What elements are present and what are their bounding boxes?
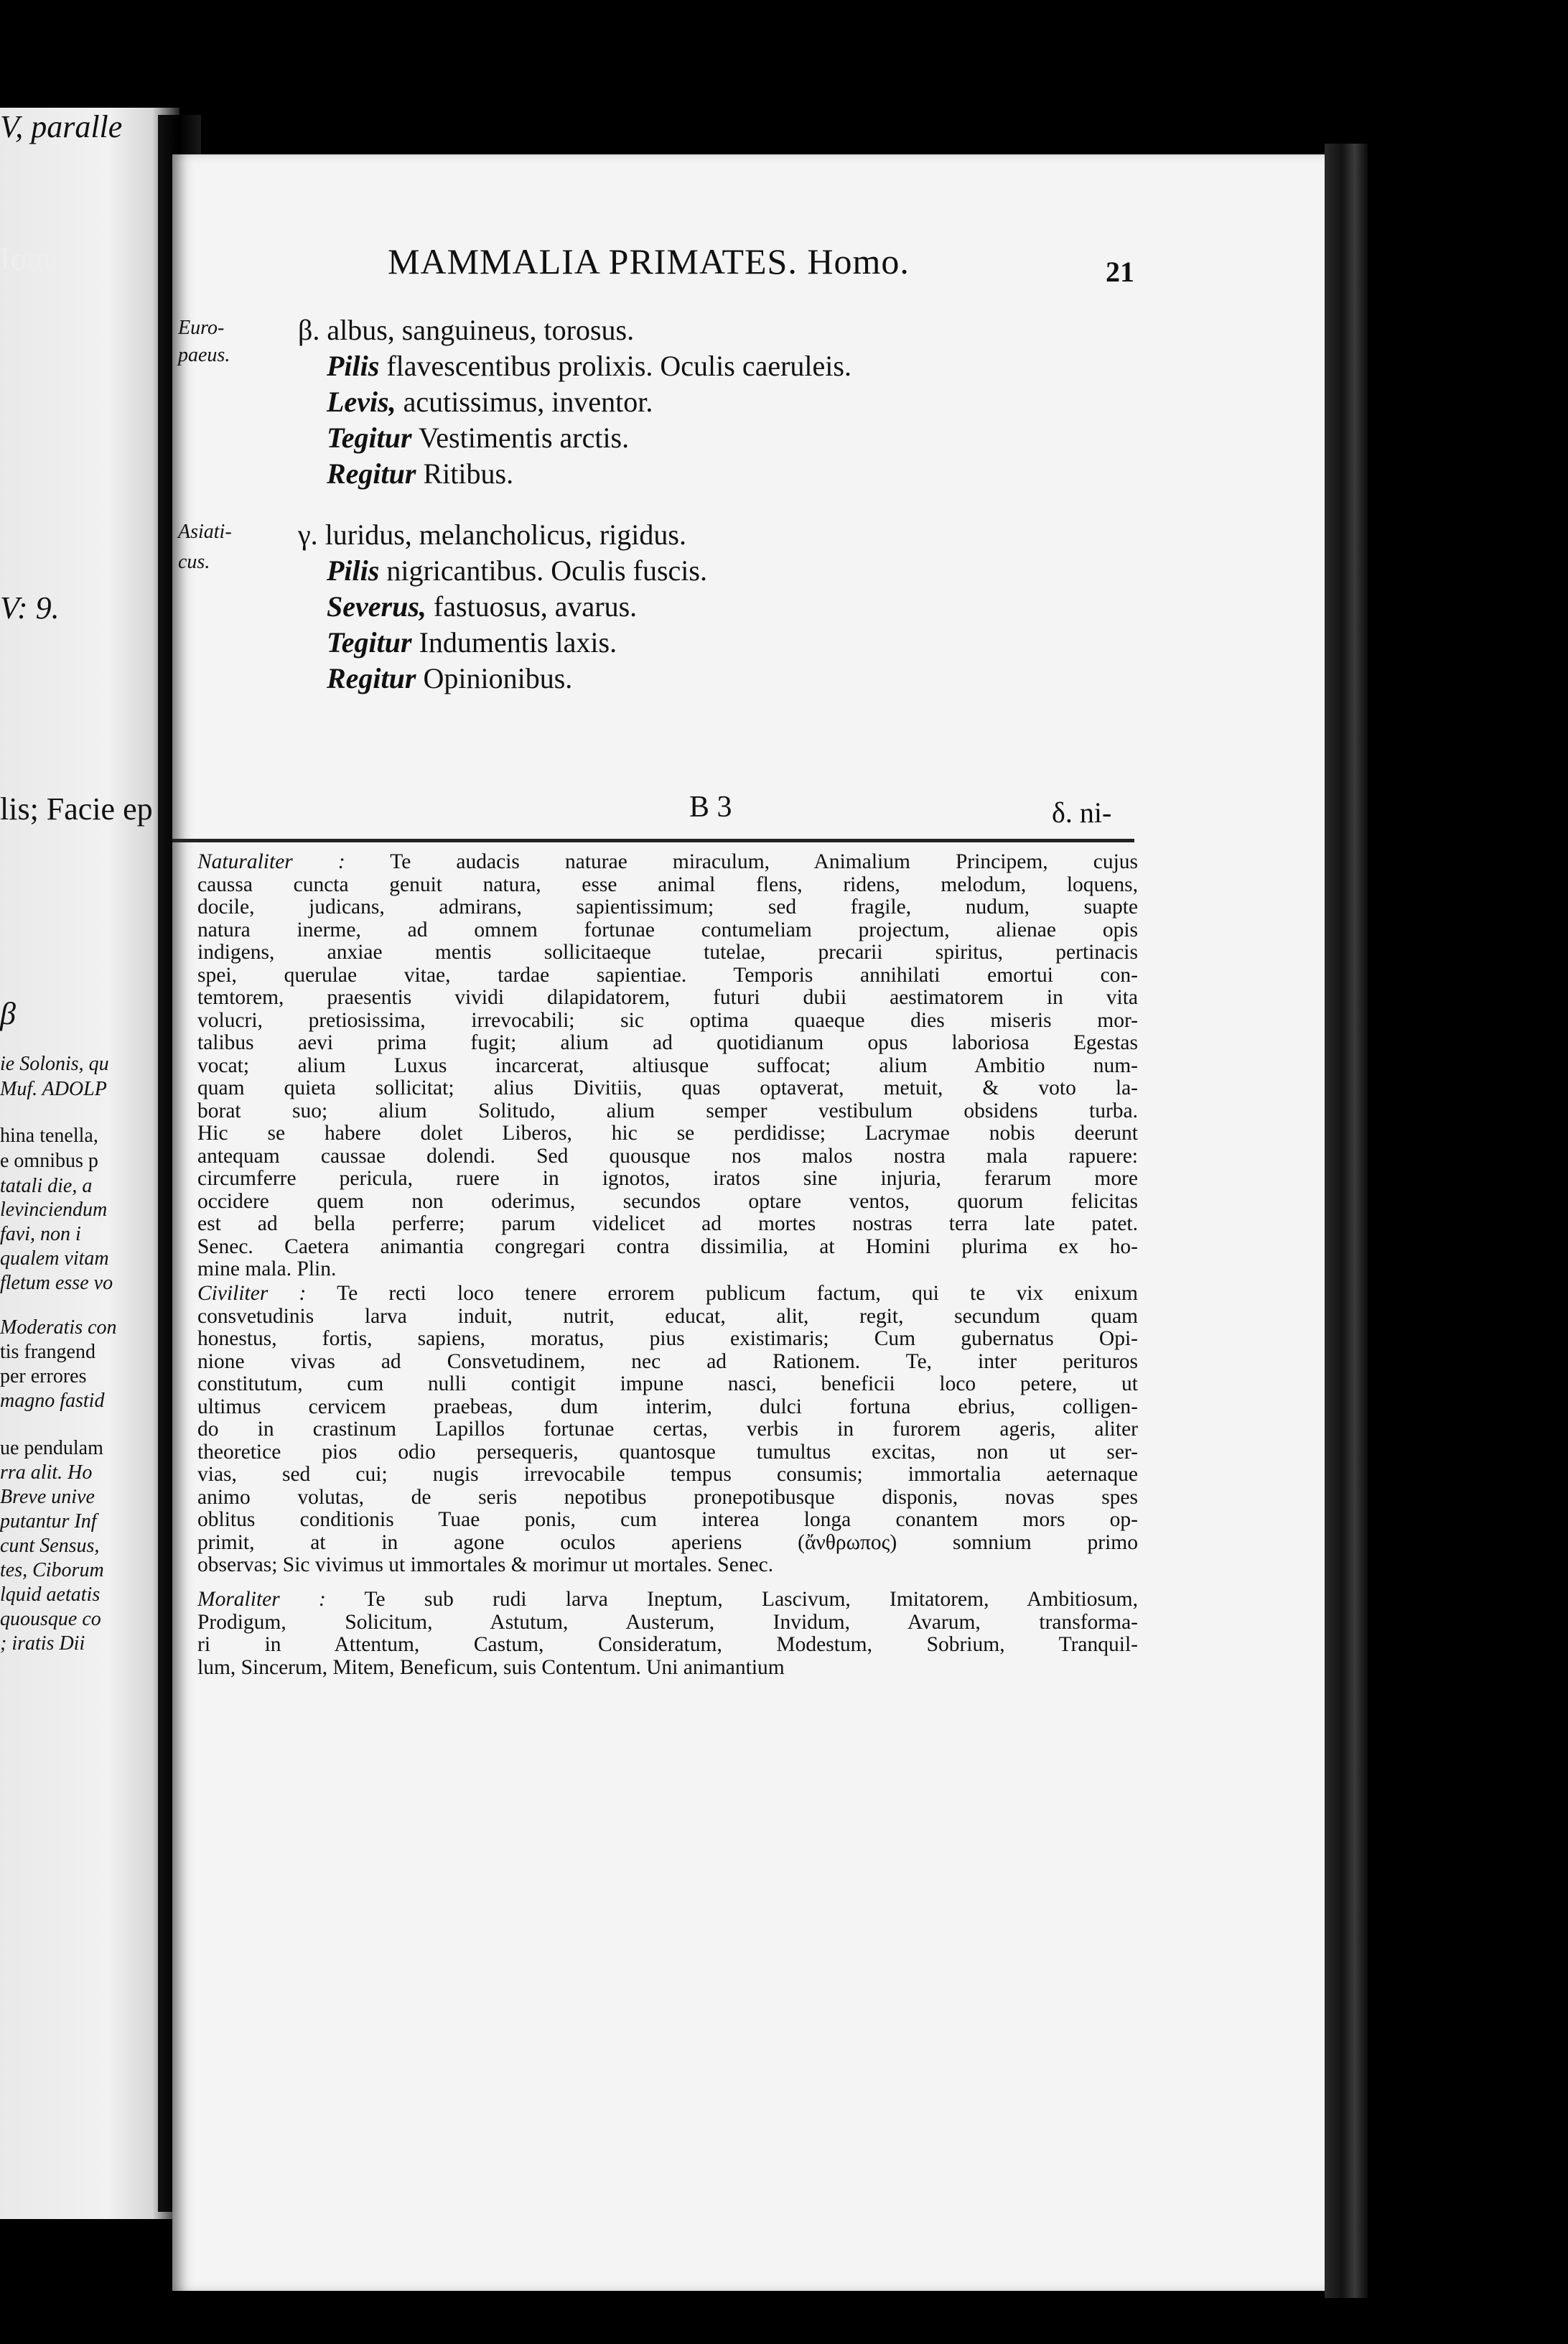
- left-page-fragment: tatali die, a: [0, 1175, 93, 1197]
- footnote-text: vocat; alium Luxus incarcerat, altiusque suffocat; alium Ambitio num-: [197, 1054, 1138, 1077]
- footnote-line: [197, 1509, 1138, 1532]
- footnote-line: [197, 896, 1138, 919]
- left-page-fragment: tes, Ciborum: [0, 1559, 104, 1581]
- footnote-line: [197, 874, 1138, 897]
- footnote-line: [197, 1100, 1138, 1123]
- variety-line: [298, 420, 851, 456]
- footnote-line: [197, 1283, 1138, 1306]
- footnote-line: [197, 1077, 1138, 1100]
- left-page-fragment: magno fastid: [0, 1390, 105, 1412]
- left-page-fragment: ; iratis Dii: [0, 1632, 85, 1655]
- variety-line: [298, 553, 707, 589]
- left-page-fragment: favi, non i: [0, 1223, 81, 1245]
- left-page-fragment: e omnibus p: [0, 1150, 98, 1172]
- footnote-lead: Naturaliter :: [197, 851, 345, 873]
- footnote-line: [197, 1634, 1138, 1657]
- footnote-line: [197, 1441, 1138, 1464]
- footnote-line: [197, 1191, 1138, 1214]
- footnote-text: ultimus cervicem praebeas, dum interim, dulci fortuna ebrius, colligen-: [197, 1395, 1138, 1418]
- footnote-line: [197, 1418, 1138, 1441]
- left-page-fragment: ue pendulam: [0, 1437, 103, 1459]
- variety-lead: Pilis: [327, 350, 380, 382]
- footnote-line: [197, 1464, 1138, 1487]
- variety-text: Opinionibus.: [423, 662, 573, 694]
- footnote-line: [197, 1351, 1138, 1374]
- footnote-text: quam quieta sollicitat; alius Divitiis, quas optaverat, metuit, & voto la-: [197, 1077, 1138, 1099]
- footnote-rule: [172, 839, 1134, 842]
- footnote-text: natura inerme, ad omnem fortunae contumeliam projectum, alienae opis: [197, 918, 1138, 941]
- footnote-paragraph: [197, 1283, 1138, 1577]
- footnote-text: nione vivas ad Consvetudinem, nec ad Rationem. Te, inter perituros: [197, 1350, 1138, 1373]
- footnote-text: Hic se habere dolet Liberos, hic se perdidisse; Lacrymae nobis deerunt: [197, 1122, 1138, 1145]
- variety-block: [298, 312, 851, 492]
- left-page-fragment: tis frangend: [0, 1341, 95, 1363]
- left-page-fragment: hina tenella,: [0, 1125, 98, 1147]
- variety-lead: Regitur: [327, 662, 416, 694]
- left-page-fragment: ie Solonis, qu: [0, 1053, 109, 1075]
- footnote-text: Senec. Caetera animantia congregari contra dissimilia, at Homini plurima ex ho-: [197, 1235, 1138, 1258]
- variety-text: flavescentibus prolixis. Oculis caeruleis.: [386, 350, 851, 382]
- footnote-text: observas; Sic vivimus ut immortales & morimur ut mortales. Senec.: [197, 1554, 774, 1576]
- footnote-paragraph: [197, 1589, 1138, 1679]
- variety-lead: Tegitur: [327, 626, 412, 659]
- footnote-line: [197, 1328, 1138, 1351]
- variety-text: Ritibus.: [423, 457, 514, 490]
- footnote-line: [197, 1396, 1138, 1419]
- left-page-fragment: lis; Facie ep: [0, 791, 153, 827]
- left-page-fragment: β: [0, 996, 16, 1031]
- previous-page-header: Iomo.: [0, 241, 75, 276]
- left-page-fragment: rra alit. Ho: [0, 1461, 93, 1484]
- variety-line: [298, 661, 707, 697]
- margin-label: paeus.: [178, 344, 230, 366]
- footnote-text: theoretice pios odio persequeris, quantosque tumultus excitas, non ut ser-: [197, 1441, 1138, 1464]
- variety-line: [298, 625, 707, 661]
- footnote-line: [197, 964, 1138, 987]
- page-edge-shadow: [1325, 144, 1368, 2298]
- variety-lead: Severus,: [327, 590, 426, 623]
- footnote-text: consvetudinis larva induit, nutrit, educat, alit, regit, secundum quam: [197, 1305, 1138, 1328]
- variety-text: Indumentis laxis.: [419, 626, 617, 659]
- footnote-text: talibus aevi prima fugit; alium ad quotidianum opus laboriosa Egestas: [197, 1032, 1138, 1054]
- left-page-fragment: cunt Sensus,: [0, 1535, 100, 1557]
- footnote-text: docile, judicans, admirans, sapientissimum; sed fragile, nudum, suapte: [197, 896, 1138, 918]
- variety-line: [298, 517, 707, 553]
- footnote-lead: Civiliter :: [197, 1283, 307, 1305]
- footnote-line: [197, 1306, 1138, 1329]
- footnote-line: [197, 941, 1138, 964]
- left-page-fragment: qualem vitam: [0, 1247, 109, 1270]
- footnote-text: caussa cuncta genuit natura, esse animal flens, ridens, melodum, loquens,: [197, 873, 1138, 896]
- left-page-fragment: lquid aetatis: [0, 1583, 101, 1606]
- footnote-text: circumferre pericula, ruere in ignotos, iratos sine injuria, ferarum more: [197, 1168, 1138, 1190]
- footnote-line: [197, 919, 1138, 942]
- footnote-text: primit, at in agone oculos aperiens (ἄνθρωπος) somnium primo: [197, 1531, 1138, 1554]
- running-title: MAMMALIA PRIMATES. Homo.: [388, 241, 910, 282]
- footnote-line: [197, 1612, 1138, 1634]
- left-page-fragment: levinciendum: [0, 1199, 108, 1221]
- previous-page: [0, 108, 179, 2219]
- variety-block: [298, 517, 707, 697]
- footnote-text: lum, Sincerum, Mitem, Beneficum, suis Contentum. Uni animantium: [197, 1656, 785, 1679]
- variety-text: Vestimentis arctis.: [418, 422, 630, 454]
- footnote-line: [197, 1258, 1138, 1281]
- variety-lead: Tegitur: [327, 422, 412, 454]
- footnote-text: honestus, fortis, sapiens, moratus, pius existimaris; Cum gubernatus Opi-: [197, 1328, 1138, 1350]
- left-page-fragment: Breve unive: [0, 1486, 95, 1508]
- footnote-text: temtorem, praesentis vividi dilapidatorem, futuri dubii aestimatorem in vita: [197, 987, 1138, 1009]
- left-page-fragment: putantur Inf: [0, 1510, 97, 1533]
- variety-lead: γ.: [298, 518, 318, 551]
- footnote-text: est ad bella perferre; parum videlicet ad mortes nostras terra late patet.: [197, 1213, 1138, 1235]
- footnote-line: [197, 1589, 1138, 1612]
- left-page-fragment: Muf. ADOLP: [0, 1078, 107, 1100]
- footnote-text: borat suo; alium Solitudo, alium semper vestibulum obsidens turba.: [197, 1099, 1138, 1122]
- variety-line: [298, 384, 851, 420]
- variety-lead: Levis,: [327, 386, 396, 418]
- footnote-line: [197, 1373, 1138, 1396]
- variety-text: acutissimus, inventor.: [403, 386, 653, 418]
- footnote-text: ri in Attentum, Castum, Consideratum, Modestum, Sobrium, Tranquil-: [197, 1634, 1138, 1656]
- footnote-text: Prodigum, Solicitum, Astutum, Austerum, Invidum, Avarum, transforma-: [197, 1611, 1138, 1634]
- footnote-line: [197, 1032, 1138, 1055]
- margin-label: cus.: [178, 551, 210, 573]
- footnote-text: indigens, anxiae mentis sollicitaeque tutelae, precarii spiritus, pertinacis: [197, 941, 1138, 964]
- footnote-text: vias, sed cui; nugis irrevocabile tempus consumis; immortalia aeternaque: [197, 1464, 1138, 1486]
- catchword: δ. ni-: [1052, 796, 1112, 829]
- footnote-line: [197, 1487, 1138, 1510]
- footnote-line: [197, 1145, 1138, 1168]
- footnote-text: volucri, pretiosissima, irrevocabili; sic optima quaeque dies miseris mor-: [197, 1009, 1138, 1032]
- footnote-line: [197, 1236, 1138, 1259]
- footnote-line: [197, 1657, 1138, 1680]
- footnote-text: Te audacis naturae miraculum, Animalium Principem, cujus: [390, 851, 1138, 873]
- signature-mark: B 3: [689, 791, 732, 824]
- footnote-text: mine mala. Plin.: [197, 1258, 337, 1280]
- footnote-text: constitutum, cum nulli contigit impune nasci, beneficii loco petere, ut: [197, 1373, 1138, 1395]
- variety-text: luridus, melancholicus, rigidus.: [325, 518, 686, 551]
- footnote-line: [197, 1122, 1138, 1145]
- footnote-text: occidere quem non oderimus, secundos optare ventos, quorum felicitas: [197, 1190, 1138, 1213]
- variety-line: [298, 456, 851, 492]
- variety-lead: β.: [298, 314, 320, 346]
- footnote-line: [197, 1168, 1138, 1191]
- variety-line: [298, 348, 851, 384]
- footnote-text: do in crastinum Lapillos fortunae certas, verbis in furorem ageris, aliter: [197, 1418, 1138, 1441]
- footnote-line: [197, 1055, 1138, 1078]
- footnote-paragraph: [197, 851, 1138, 1281]
- left-page-fragment: V, paralle: [0, 109, 123, 144]
- footnote-lead: Moraliter :: [197, 1589, 326, 1611]
- left-page-fragment: per errores: [0, 1365, 87, 1387]
- footnote-line: [197, 1554, 1138, 1577]
- left-page-fragment: Moderatis con: [0, 1316, 117, 1339]
- left-page-fragment: V: 9.: [0, 590, 60, 625]
- variety-lead: Pilis: [327, 554, 380, 587]
- footnote-line: [197, 1213, 1138, 1236]
- variety-text: fastuosus, avarus.: [433, 590, 638, 623]
- footnote-text: Te recti loco tenere errorem publicum factum, qui te vix enixum: [337, 1283, 1138, 1305]
- margin-label: Asiati-: [178, 521, 232, 543]
- footnote-text: spei, querulae vitae, tardae sapientiae. Temporis annihilati emortui con-: [197, 964, 1138, 987]
- footnote-text: antequam caussae dolendi. Sed quousque nos malos nostra mala rapuere:: [197, 1145, 1138, 1168]
- variety-text: nigricantibus. Oculis fuscis.: [386, 554, 707, 587]
- variety-lead: Regitur: [327, 457, 416, 490]
- variety-text: albus, sanguineus, torosus.: [327, 314, 635, 346]
- footnote-text: Te sub rudi larva Ineptum, Lascivum, Imitatorem, Ambitiosum,: [364, 1589, 1138, 1611]
- footnote-line: [197, 1532, 1138, 1555]
- page-number: 21: [1106, 256, 1134, 288]
- variety-line: [298, 589, 707, 625]
- footnote-line: [197, 851, 1138, 874]
- footnote-line: [197, 1010, 1138, 1033]
- margin-label: Euro-: [178, 317, 225, 339]
- footnote-line: [197, 987, 1138, 1010]
- left-page-fragment: quousque co: [0, 1608, 101, 1630]
- footnote-text: animo volutas, de seris nepotibus pronepotibusque disponis, novas spes: [197, 1486, 1138, 1509]
- variety-line: [298, 312, 851, 348]
- footnote-text: oblitus conditionis Tuae ponis, cum interea longa conantem mors op-: [197, 1509, 1138, 1531]
- left-page-fragment: fletum esse vo: [0, 1272, 113, 1294]
